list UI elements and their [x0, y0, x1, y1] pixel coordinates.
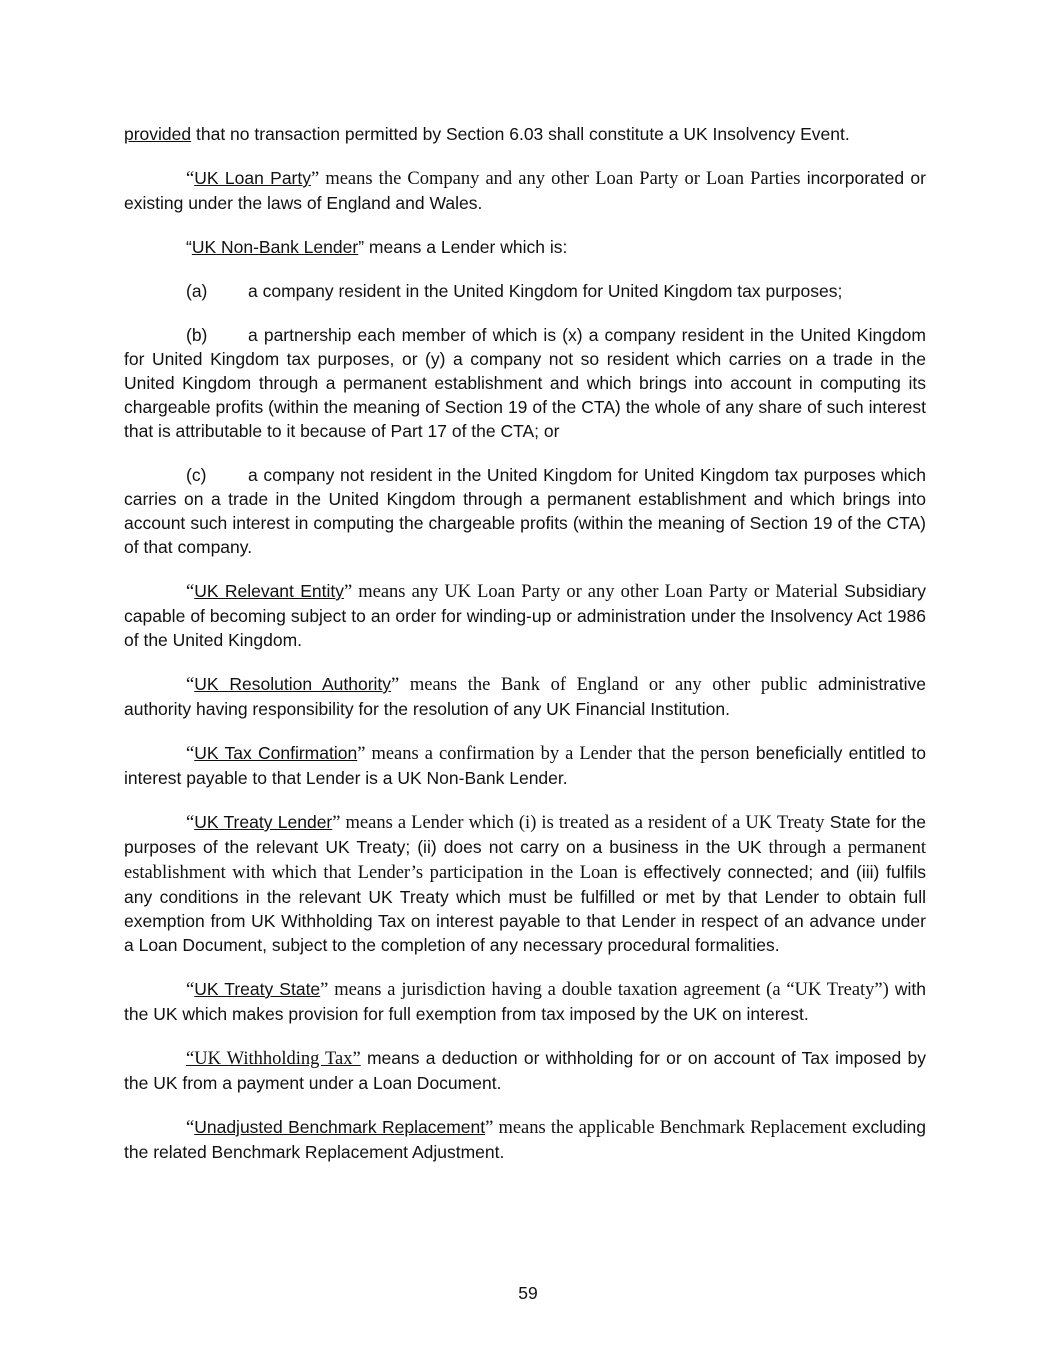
item-marker: (c)	[186, 465, 207, 485]
item-marker: (a)	[186, 281, 208, 301]
definition-uk-loan-party	[124, 166, 926, 215]
definition-uk-resolution-authority	[124, 672, 926, 721]
open-quote: “	[186, 169, 195, 189]
definition-text: State for the purposes of the relevant UK Treaty; (ii) does not carry on a business in the UK	[124, 812, 927, 857]
definition-text-serif: ” means the applicable Benchmark Replacement	[485, 1118, 847, 1138]
open-quote: “	[186, 813, 195, 833]
definition-uk-relevant-entity	[124, 579, 926, 652]
document-page	[124, 122, 926, 1184]
definition-text: Subsidiary capable of becoming subject to an order for winding-up or administration under the Insolvency Act 1986 of the United Kingdom.	[124, 581, 926, 650]
defined-term: Unadjusted Benchmark Replacement	[194, 1117, 486, 1137]
item-text: a partnership each member of which is (x) a company resident in the United Kingdom for United Kingdom tax purposes, or (y) a company not so resident which carries on a trade in the United Kingdom through a permanent establishment and which brings into account in computing its chargeable profits (within the meaning of Section 19 of the CTA) the whole of any share of such interest that is attributable to it because of Part 17 of the CTA; or	[124, 325, 926, 441]
defined-term: UK Treaty State	[194, 979, 321, 999]
defined-term: “UK Withholding Tax”	[186, 1049, 361, 1069]
open-quote: “	[186, 582, 195, 602]
definition-text-serif-2: through a permanent establishment with which that Lender’s participation in the Loan is	[124, 838, 926, 883]
definition-text-serif: ” means any UK Loan Party or any other Loan Party or Material	[343, 582, 838, 602]
provided-text: that no transaction permitted by Section 6.03 shall constitute a UK Insolvency Event.	[191, 124, 850, 144]
defined-term: UK Relevant Entity	[194, 581, 344, 601]
defined-term: UK Resolution Authority	[194, 674, 392, 694]
page-number: 59	[518, 1283, 538, 1303]
list-item-a	[124, 279, 926, 303]
definition-text-serif: ” means the Company and any other Loan Party or Loan Parties	[311, 169, 801, 189]
open-quote: “	[186, 744, 195, 764]
defined-term: UK Non-Bank Lender	[191, 237, 359, 257]
definition-text-serif: ” means a Lender which (i) is treated as a resident of a UK Treaty	[332, 813, 825, 833]
definition-text: ” means a Lender which is:	[358, 237, 568, 257]
definition-text: beneficially entitled to interest payable to that Lender is a UK Non-Bank Lender.	[124, 743, 926, 788]
definition-uk-treaty-state	[124, 977, 926, 1026]
defined-term: UK Loan Party	[194, 168, 311, 188]
definition-uk-treaty-lender	[124, 810, 926, 957]
list-item-b	[124, 323, 926, 443]
definition-text-2: effectively connected; and (iii) fulfils any conditions in the relevant UK Treaty which must be fulfilled or met by that Lender to obtain full exemption from UK Withholding Tax on interest payable to that Lender in respect of an advance under a Loan Document, subject to the completion of any necessary procedural formalities.	[124, 862, 927, 955]
definition-text-serif: ” means the Bank of England or any other public	[391, 675, 808, 695]
defined-term: UK Tax Confirmation	[194, 743, 358, 763]
definition-uk-non-bank-lender	[124, 235, 926, 259]
definition-uk-tax-confirmation	[124, 741, 926, 790]
definition-text: with the UK which makes provision for full exemption from tax imposed by the UK on interest.	[124, 979, 927, 1024]
defined-term: UK Treaty Lender	[194, 812, 333, 832]
definition-text: administrative authority having responsibility for the resolution of any UK Financial Institution.	[124, 674, 926, 719]
definition-unadjusted-benchmark-replacement	[124, 1115, 926, 1164]
open-quote: “	[186, 980, 195, 1000]
list-item-c	[124, 463, 926, 559]
definition-text: incorporated or existing under the laws of England and Wales.	[124, 168, 926, 213]
definition-text: excluding the related Benchmark Replacement Adjustment.	[124, 1117, 926, 1162]
item-text: a company resident in the United Kingdom for United Kingdom tax purposes;	[248, 281, 843, 301]
provided-term: provided	[124, 124, 192, 144]
definition-uk-withholding-tax	[124, 1046, 926, 1095]
definition-text: means a deduction or withholding for or on account of Tax imposed by the UK from a payment under a Loan Document.	[124, 1048, 926, 1093]
definition-text-serif: ” means a jurisdiction having a double taxation agreement (a “UK Treaty”)	[320, 980, 889, 1000]
item-text: a company not resident in the United Kingdom for United Kingdom tax purposes which carries on a trade in the United Kingdom through a permanent establishment and which brings into account such interest in computing the chargeable profits (within the meaning of Section 19 of the CTA) of that company.	[124, 465, 926, 557]
open-quote: “	[186, 237, 192, 257]
open-quote: “	[186, 675, 195, 695]
definition-text-serif: ” means a confirmation by a Lender that the person	[357, 744, 750, 764]
open-quote: “	[186, 1118, 195, 1138]
item-marker: (b)	[186, 325, 208, 345]
provided-clause	[124, 122, 926, 146]
